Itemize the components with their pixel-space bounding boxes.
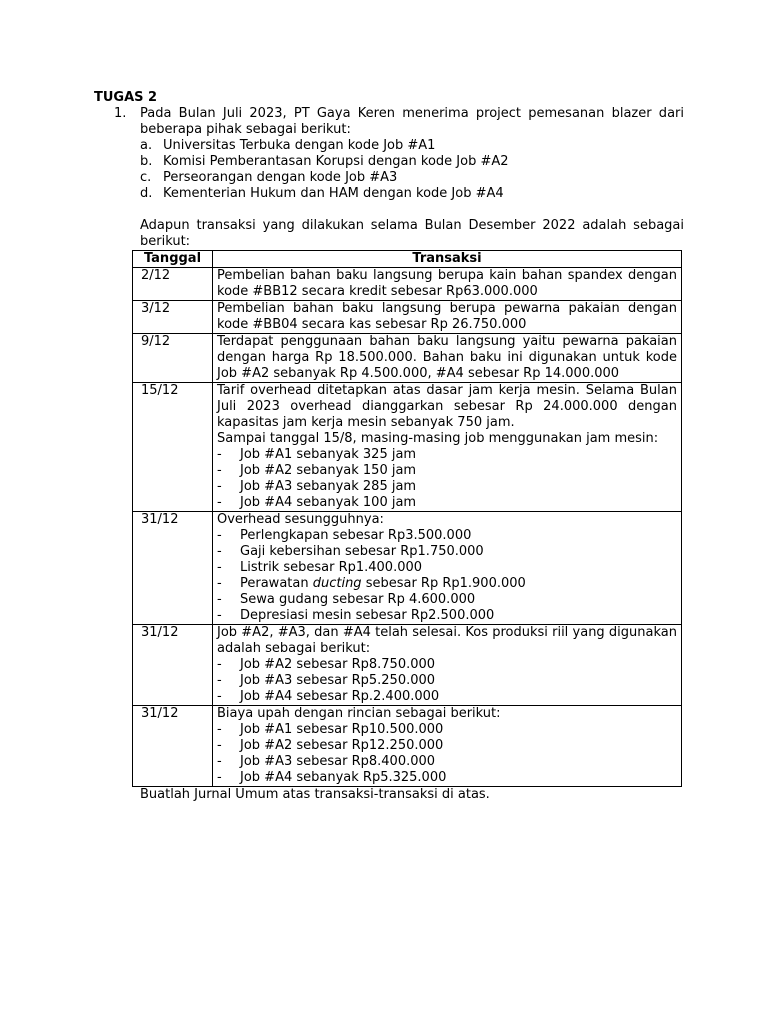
dash-bullet: - bbox=[217, 528, 222, 543]
dash-bullet: - bbox=[217, 576, 222, 591]
dash-bullet: - bbox=[217, 463, 222, 478]
detail-text: Job #A4 sebanyak 100 jam bbox=[240, 495, 417, 510]
detail-text: Depresiasi mesin sebesar Rp2.500.000 bbox=[240, 608, 495, 623]
dash-bullet: - bbox=[217, 689, 222, 704]
list-item bbox=[140, 154, 684, 170]
transaction-description bbox=[213, 334, 682, 383]
dash-bullet: - bbox=[217, 592, 222, 607]
dash-bullet: - bbox=[217, 673, 222, 688]
transaction-text: Pembelian bahan baku langsung berupa kain bahan spandex dengan kode #BB12 secara kredit sebesar Rp63.000.000 bbox=[217, 268, 677, 299]
transaction-description bbox=[213, 383, 682, 512]
dash-bullet: - bbox=[217, 544, 222, 559]
dash-bullet: - bbox=[217, 447, 222, 462]
question-1 bbox=[94, 106, 684, 250]
list-letter: d. bbox=[140, 186, 153, 201]
question-text: Pada Bulan Juli 2023, PT Gaya Keren menerima project pemesanan blazer dari beberapa pihak sebagai berikut: bbox=[140, 106, 684, 137]
list-text: Perseorangan dengan kode Job #A3 bbox=[163, 170, 398, 185]
detail-item bbox=[217, 463, 677, 479]
dash-bullet: - bbox=[217, 495, 222, 510]
list-letter: c. bbox=[140, 170, 152, 185]
table-row bbox=[133, 706, 682, 787]
dash-bullet: - bbox=[217, 657, 222, 672]
table-header-row bbox=[133, 251, 682, 268]
dash-bullet: - bbox=[217, 770, 222, 785]
dash-bullet: - bbox=[217, 560, 222, 575]
detail-text: Gaji kebersihan sebesar Rp1.750.000 bbox=[240, 544, 484, 559]
detail-item bbox=[217, 770, 677, 786]
transaction-date: 3/12 bbox=[133, 301, 213, 334]
transaction-date: 31/12 bbox=[133, 512, 213, 625]
detail-text: Job #A2 sebesar Rp8.750.000 bbox=[240, 657, 436, 672]
detail-item bbox=[217, 479, 677, 495]
table-row bbox=[133, 383, 682, 512]
detail-item bbox=[217, 560, 677, 576]
list-text: Universitas Terbuka dengan kode Job #A1 bbox=[163, 138, 436, 153]
transaction-date: 15/12 bbox=[133, 383, 213, 512]
document-page bbox=[94, 90, 684, 803]
detail-text: Listrik sebesar Rp1.400.000 bbox=[240, 560, 423, 575]
table-row bbox=[133, 301, 682, 334]
detail-item bbox=[217, 689, 677, 705]
list-item bbox=[140, 186, 684, 202]
table-row bbox=[133, 625, 682, 706]
list-text: Komisi Pemberantasan Korupsi dengan kode Job #A2 bbox=[163, 154, 509, 169]
transaction-text-secondary: Sampai tanggal 15/8, masing-masing job menggunakan jam mesin: bbox=[217, 431, 659, 446]
dash-bullet: - bbox=[217, 479, 222, 494]
assignment-title: TUGAS 2 bbox=[94, 90, 158, 105]
detail-text: Job #A3 sebesar Rp8.400.000 bbox=[240, 754, 436, 769]
detail-text: Job #A3 sebanyak 285 jam bbox=[240, 479, 417, 494]
instruction-text: Buatlah Jurnal Umum atas transaksi-transaksi di atas. bbox=[140, 787, 490, 802]
transaction-date: 9/12 bbox=[133, 334, 213, 383]
detail-item bbox=[217, 592, 677, 608]
detail-text: Sewa gudang sebesar Rp 4.600.000 bbox=[240, 592, 476, 607]
detail-item bbox=[217, 576, 677, 592]
detail-text: Job #A4 sebesar Rp.2.400.000 bbox=[240, 689, 440, 704]
transaction-date: 2/12 bbox=[133, 268, 213, 301]
detail-text: Job #A2 sebanyak 150 jam bbox=[240, 463, 417, 478]
table-row bbox=[133, 512, 682, 625]
transaction-text: Overhead sesungguhnya: bbox=[217, 512, 384, 527]
detail-item bbox=[217, 673, 677, 689]
detail-item bbox=[217, 528, 677, 544]
transaction-date: 31/12 bbox=[133, 706, 213, 787]
list-item bbox=[140, 170, 684, 186]
detail-text: Perlengkapan sebesar Rp3.500.000 bbox=[240, 528, 472, 543]
transaction-date: 31/12 bbox=[133, 625, 213, 706]
detail-text: Perawatan ducting sebesar Rp Rp1.900.000 bbox=[240, 576, 526, 591]
detail-text: Job #A1 sebanyak 325 jam bbox=[240, 447, 417, 462]
transactions-table bbox=[132, 250, 682, 787]
detail-item bbox=[217, 754, 677, 770]
transaction-text: Pembelian bahan baku langsung berupa pewarna pakaian dengan kode #BB04 secara kas sebesar Rp 26.750.000 bbox=[217, 301, 677, 332]
dash-bullet: - bbox=[217, 722, 222, 737]
question-body bbox=[140, 106, 684, 250]
detail-item bbox=[217, 738, 677, 754]
detail-text: Job #A3 sebesar Rp5.250.000 bbox=[240, 673, 436, 688]
transaction-text: Terdapat penggunaan bahan baku langsung yaitu pewarna pakaian dengan harga Rp 18.500.000. Bahan baku ini digunakan untuk kode Job #A2 sebanyak Rp 4.500.000, #A4 sebesar Rp 14.000.000 bbox=[217, 334, 677, 381]
detail-text: Job #A1 sebesar Rp10.500.000 bbox=[240, 722, 444, 737]
transaction-text: Job #A2, #A3, dan #A4 telah selesai. Kos produksi riil yang digunakan adalah sebagai berikut: bbox=[217, 625, 677, 656]
detail-item bbox=[217, 608, 677, 624]
detail-item bbox=[217, 495, 677, 511]
transaction-text: Biaya upah dengan rincian sebagai berikut: bbox=[217, 706, 501, 721]
column-header-date: Tanggal bbox=[133, 251, 213, 268]
client-list bbox=[140, 138, 684, 202]
transaction-description bbox=[213, 706, 682, 787]
detail-item bbox=[217, 544, 677, 560]
transaction-description bbox=[213, 268, 682, 301]
dash-bullet: - bbox=[217, 738, 222, 753]
list-letter: b. bbox=[140, 154, 153, 169]
list-text: Kementerian Hukum dan HAM dengan kode Job #A4 bbox=[163, 186, 504, 201]
transaction-description bbox=[213, 512, 682, 625]
transactions-intro: Adapun transaksi yang dilakukan selama Bulan Desember 2022 adalah sebagai berikut: bbox=[140, 218, 684, 249]
transaction-description bbox=[213, 301, 682, 334]
table-row bbox=[133, 334, 682, 383]
dash-bullet: - bbox=[217, 754, 222, 769]
table-row bbox=[133, 268, 682, 301]
detail-item bbox=[217, 722, 677, 738]
question-number: 1. bbox=[114, 106, 127, 121]
detail-item bbox=[217, 657, 677, 673]
detail-item bbox=[217, 447, 677, 463]
detail-text: Job #A2 sebesar Rp12.250.000 bbox=[240, 738, 444, 753]
column-header-transaction: Transaksi bbox=[213, 251, 682, 268]
detail-text: Job #A4 sebanyak Rp5.325.000 bbox=[240, 770, 447, 785]
list-item bbox=[140, 138, 684, 154]
list-letter: a. bbox=[140, 138, 153, 153]
transaction-description bbox=[213, 625, 682, 706]
dash-bullet: - bbox=[217, 608, 222, 623]
transaction-text: Tarif overhead ditetapkan atas dasar jam kerja mesin. Selama Bulan Juli 2023 overhead dianggarkan sebesar Rp 24.000.000 dengan kapasitas jam kerja mesin sebanyak 750 jam. bbox=[217, 383, 677, 430]
